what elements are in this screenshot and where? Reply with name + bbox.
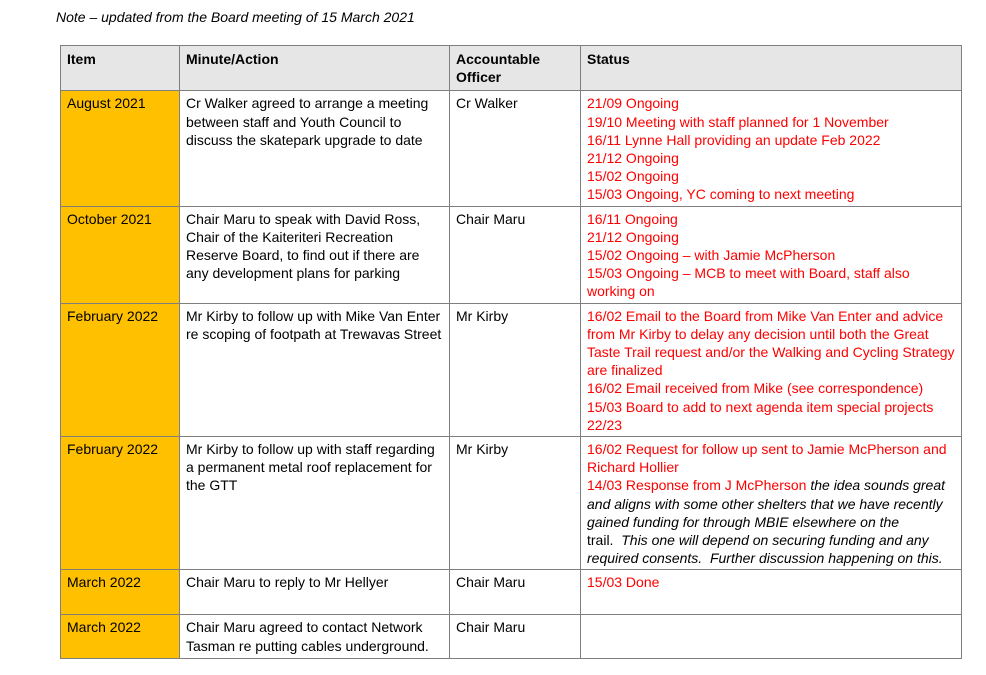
document-note: Note – updated from the Board meeting of 15 March 2021: [56, 9, 415, 25]
status-update-text: 15/03 Ongoing – MCB to meet with Board, staff also: [587, 265, 910, 282]
status-line: [587, 513, 955, 531]
minute-action-cell: [180, 91, 450, 206]
status-update-text: 22/23: [587, 416, 623, 433]
status-update-text: 15/03 Ongoing, YC coming to next meeting: [587, 186, 855, 203]
status-update-text: 16/02 Request for follow up sent to Jamie McPherson and: [587, 441, 947, 458]
minute-action-cell: [180, 206, 450, 303]
minute-action-cell: [180, 437, 450, 570]
accountable-officer-cell: Mr Kirby: [450, 303, 581, 436]
status-update-text: 15/03 Done: [587, 574, 660, 591]
table-row: [61, 615, 962, 659]
minute-line: Tasman re putting cables underground.: [186, 637, 429, 654]
item-date-cell: February 2022: [61, 303, 180, 436]
header-item: Item: [61, 46, 180, 91]
item-date-cell: October 2021: [61, 206, 180, 303]
status-quote-text: required consents. Further discussion happening on this.: [587, 550, 943, 567]
accountable-officer-cell: Cr Walker: [450, 91, 581, 206]
minute-line: Mr Kirby to follow up with staff regarding: [186, 441, 435, 458]
status-update-text: 21/12 Ongoing: [587, 228, 679, 245]
status-line: [587, 185, 955, 203]
status-update-text: 16/02 Email received from Mike (see correspondence): [587, 380, 924, 397]
accountable-officer-cell: Chair Maru: [450, 206, 581, 303]
action-items-table: [60, 45, 962, 659]
table-header-row: [61, 46, 962, 91]
status-line: [587, 379, 955, 397]
status-update-text: from Mr Kirby to delay any decision until both the Great: [587, 325, 929, 342]
minute-line: any development plans for parking: [186, 265, 401, 282]
item-date-cell: March 2022: [61, 615, 180, 659]
minute-line: re scoping of footpath at Trewavas Street: [186, 325, 442, 342]
status-line: [587, 476, 955, 494]
status-update-text: 16/11 Lynne Hall providing an update Feb 2022: [587, 131, 881, 148]
item-date-cell: August 2021: [61, 91, 180, 206]
minute-line: the GTT: [186, 477, 238, 494]
status-line: [587, 549, 955, 567]
status-update-text: 19/10 Meeting with staff planned for 1 November: [587, 113, 889, 130]
minute-line: between staff and Youth Council to: [186, 113, 402, 130]
status-update-text: 15/02 Ongoing – with Jamie McPherson: [587, 247, 836, 264]
table-row: [61, 570, 962, 615]
status-line: [587, 149, 955, 167]
accountable-officer-cell: Chair Maru: [450, 570, 581, 615]
status-cell: [581, 206, 962, 303]
status-update-text: 15/02 Ongoing: [587, 168, 679, 185]
status-update-text: 14/03 Response from J McPherson: [587, 477, 807, 494]
status-line: [587, 94, 955, 112]
table-row: [61, 91, 962, 206]
minute-line: discuss the skatepark upgrade to date: [186, 131, 423, 148]
minute-line: Chair Maru to reply to Mr Hellyer: [186, 574, 389, 591]
header-officer-line2: Officer: [456, 69, 502, 86]
status-update-text: working on: [587, 283, 655, 300]
table-row: [61, 206, 962, 303]
item-date-cell: February 2022: [61, 437, 180, 570]
accountable-officer-cell: Chair Maru: [450, 615, 581, 659]
minute-line: a permanent metal roof replacement for: [186, 459, 432, 476]
status-line: [587, 531, 955, 549]
status-line: [587, 325, 955, 343]
status-line: [587, 113, 955, 131]
status-update-text: are finalized: [587, 362, 663, 379]
status-line: [587, 167, 955, 185]
accountable-officer-cell: Mr Kirby: [450, 437, 581, 570]
status-cell: [581, 615, 962, 659]
minute-line: Chair of the Kaiteriteri Recreation: [186, 228, 393, 245]
header-accountable-officer: [450, 46, 581, 91]
status-line: [587, 131, 955, 149]
status-line: [587, 458, 955, 476]
minute-line: Cr Walker agreed to arrange a meeting: [186, 95, 429, 112]
status-update-text: 16/02 Email to the Board from Mike Van Enter and advice: [587, 307, 944, 324]
status-update-text: 21/09 Ongoing: [587, 95, 679, 112]
header-minute-action: Minute/Action: [180, 46, 450, 91]
status-line: [587, 495, 955, 513]
minute-line: Chair Maru agreed to contact Network: [186, 619, 423, 636]
minute-line: Reserve Board, to find out if there are: [186, 247, 420, 264]
status-line: [587, 307, 955, 325]
status-line: [587, 228, 955, 246]
status-line: [587, 440, 955, 458]
status-line: [587, 210, 955, 228]
table-row: [61, 303, 962, 436]
status-quote-text: and aligns with some other shelters that we have recently: [587, 495, 943, 512]
minute-line: Chair Maru to speak with David Ross,: [186, 210, 421, 227]
status-plain-text: trail.: [587, 532, 614, 549]
minute-action-cell: [180, 615, 450, 659]
status-line: [587, 398, 955, 416]
status-update-text: 16/11 Ongoing: [587, 210, 678, 227]
table-row: [61, 437, 962, 570]
item-date-cell: March 2022: [61, 570, 180, 615]
status-cell: [581, 303, 962, 436]
status-line: [587, 573, 955, 591]
status-line: [587, 282, 955, 300]
status-cell: [581, 91, 962, 206]
status-line: [587, 246, 955, 264]
status-cell: [581, 570, 962, 615]
status-line: [587, 264, 955, 282]
table-body: [61, 91, 962, 659]
status-update-text: 21/12 Ongoing: [587, 150, 679, 167]
status-update-text: 15/03 Board to add to next agenda item special projects: [587, 398, 934, 415]
status-quote-text: This one will depend on securing funding and any: [613, 532, 929, 549]
status-line: [587, 343, 955, 361]
minute-line: Mr Kirby to follow up with Mike Van Enter: [186, 307, 441, 324]
header-status: Status: [581, 46, 962, 91]
minute-action-cell: [180, 303, 450, 436]
status-update-text: Richard Hollier: [587, 459, 679, 476]
status-line: [587, 361, 955, 379]
minute-action-cell: [180, 570, 450, 615]
status-quote-text: gained funding for through MBIE elsewhere on the: [587, 513, 900, 530]
status-cell: [581, 437, 962, 570]
status-line: [587, 416, 955, 434]
status-quote-text: the idea sounds great: [810, 477, 945, 494]
status-update-text: Taste Trail request and/or the Walking and Cycling Strategy: [587, 344, 955, 361]
header-officer-line1: Accountable: [456, 51, 541, 67]
